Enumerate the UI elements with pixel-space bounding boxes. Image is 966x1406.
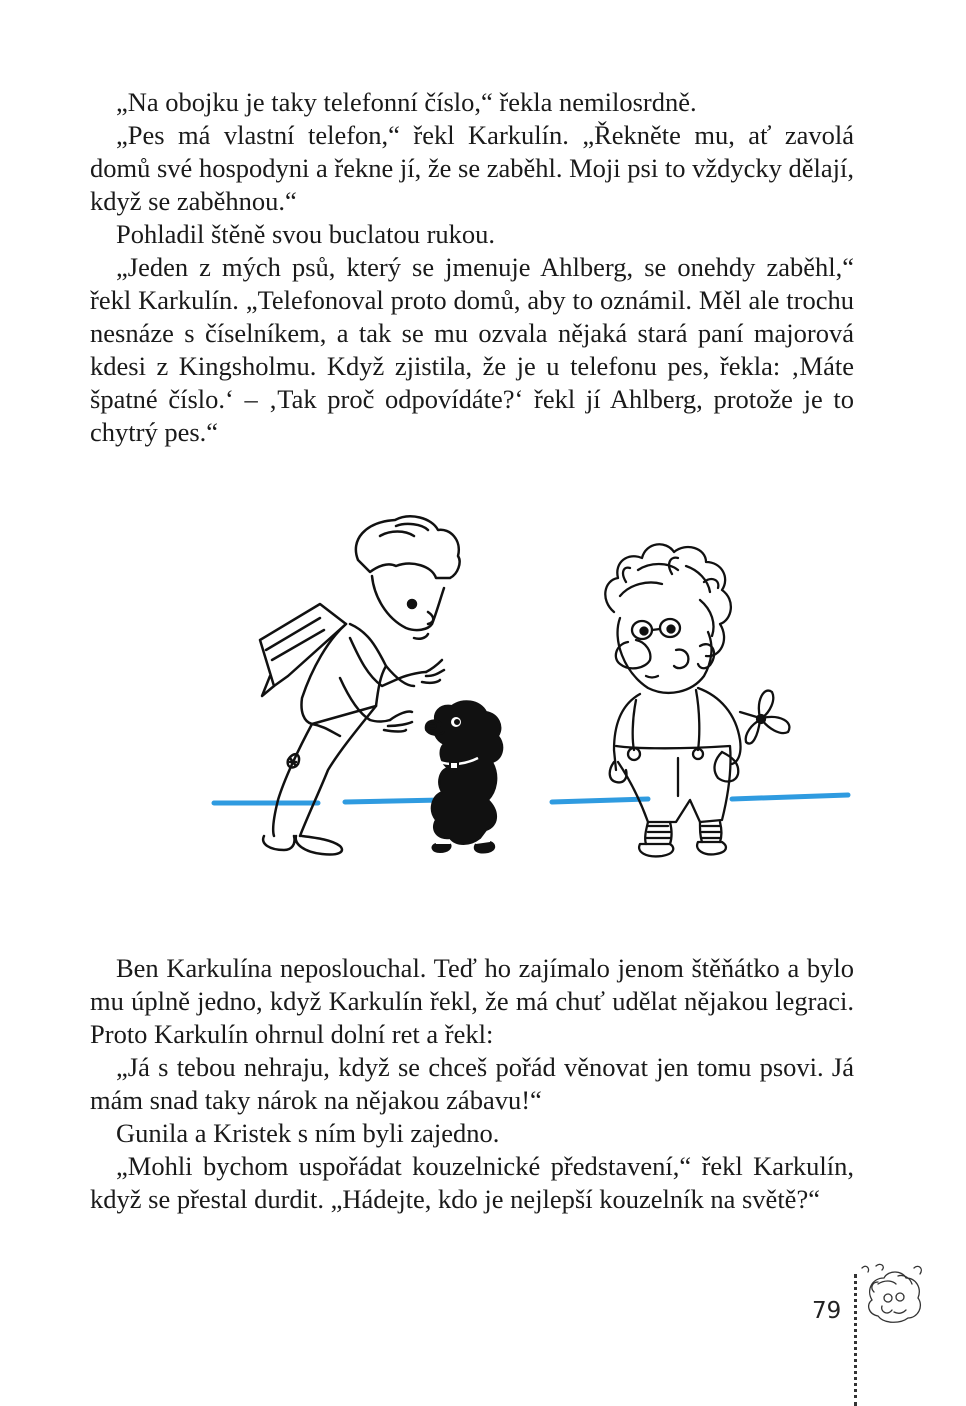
- black-poodle-puppy-icon: [426, 701, 503, 852]
- text-block-bottom: [90, 952, 854, 1216]
- paragraph: Gunila a Kristek s ním byli zajedno.: [116, 1118, 500, 1148]
- page-edge-rule: [854, 1274, 857, 1406]
- karkulin-figure-icon: [605, 544, 789, 856]
- corner-karkulin-doodle-icon: [858, 1262, 928, 1328]
- paragraph: „Já s tebou nehraju, když se chceš pořád věnovat jen tomu psovi. Já mám snad taky nárok na nějakou zábavu!“: [90, 1052, 854, 1115]
- ground-line: [214, 795, 848, 803]
- paragraph: „Pes má vlastní telefon,“ řekl Karkulín. „Řekněte mu, ať zavolá domů své hospodyni a řekne jí, že se zaběhl. Moji psi to vždycky dělají, když se zaběhnou.“: [90, 120, 854, 216]
- text-block-top: [90, 86, 854, 449]
- paragraph: Pohladil štěně svou buclatou rukou.: [116, 219, 496, 249]
- page-number: 79: [812, 1298, 842, 1324]
- paragraph: „Jeden z mých psů, který se jmenuje Ahlberg, se onehdy zaběhl,“ řekl Karkulín. „Telefonoval proto domů, aby to oznámil. Měl ale trochu nesnáze s číselníkem, a tak se mu ozvala nějaká stará paní majorová kdesi z Kingsholmu. Když zjistila, že je u telefonu pes, řekla: ‚Máte špatné číslo.‘ – ‚Tak proč odpovídáte?‘ řekl jí Ahlberg, protože je to chytrý pes.“: [90, 252, 854, 447]
- paragraph: Ben Karkulína neposlouchal. Teď ho zajímalo jenom štěňátko a bylo mu úplně jedno, když Karkulín řekl, že má chuť udělat nějakou legraci. Proto Karkulín ohrnul dolní ret a řekl:: [90, 953, 854, 1049]
- paragraph: „Na obojku je taky telefonní číslo,“ řekla nemilosrdně.: [116, 87, 697, 117]
- illustration: [200, 500, 860, 870]
- paragraph: „Mohli bychom uspořádat kouzelnické představení,“ řekl Karkulín, když se přestal durdit. „Hádejte, kdo je nejlepší kouzelník na světě?“: [90, 1151, 854, 1214]
